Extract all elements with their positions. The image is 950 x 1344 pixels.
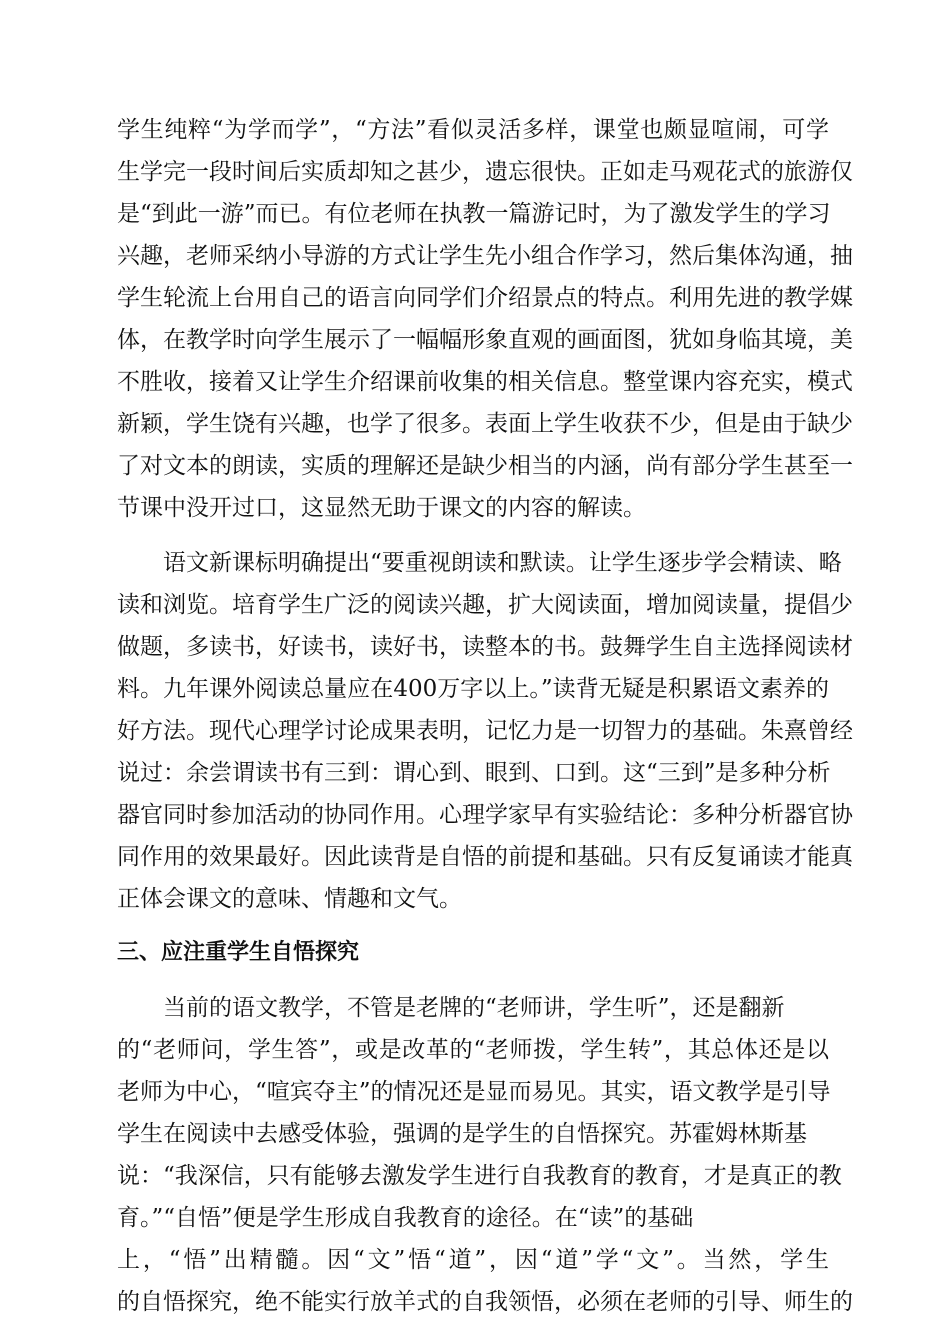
paragraph-2-line-9: 正体会课文的意味、情趣和文气。 — [117, 886, 462, 912]
paragraph-3-line-3: 老师为中心，“喧宾夺主”的情况还是显而易见。其实，语文教学是引导 — [117, 1079, 831, 1105]
paragraph-1-line-3: 是“到此一游”而已。有位老师在执教一篇游记时，为了激发学生的学习 — [117, 201, 831, 227]
paragraph-1-line-2: 生学完一段时间后实质却知之甚少，遗忘很快。正如走马观花式的旅游仅 — [117, 159, 853, 185]
paragraph-3-line-2: 的“老师问，学生答”，或是改革的“老师拨，学生转”，其总体还是以 — [117, 1037, 829, 1063]
paragraph-2-line-2: 读和浏览。培育学生广泛的阅读兴趣，扩大阅读面，增加阅读量，提倡少 — [117, 592, 853, 618]
paragraph-1-line-5: 学生轮流上台用自己的语言向同学们介绍景点的特点。利用先进的教学媒 — [117, 285, 853, 311]
paragraph-3-line-8: 的自悟探究，绝不能实行放羊式的自我领悟，必须在老师的引导、师生的 — [117, 1289, 853, 1315]
paragraph-2-line-7: 器官同时参加活动的协同作用。心理学家早有实验结论：多种分析器官协 — [117, 802, 853, 828]
paragraph-2-line-5: 好方法。现代心理学讨论成果表明，记忆力是一切智力的基础。朱熹曾经 — [117, 718, 853, 744]
paragraph-1-line-7: 不胜收，接着又让学生介绍课前收集的相关信息。整堂课内容充实，模式 — [117, 369, 853, 395]
paragraph-2-line-3: 做题，多读书，好读书，读好书，读整本的书。鼓舞学生自主选择阅读材 — [117, 634, 853, 660]
paragraph-3-line-4: 学生在阅读中去感受体验，强调的是学生的自悟探究。苏霍姆林斯基 — [117, 1121, 807, 1147]
paragraph-3-line-5: 说：“我深信，只有能够去激发学生进行自我教育的教育，才是真正的教 — [117, 1163, 842, 1189]
paragraph-3-line-6: 育。”“自悟”便是学生形成自我教育的途径。在“读”的基础 — [117, 1205, 694, 1231]
section-heading: 三、应注重学生自悟探究 — [117, 940, 360, 965]
paragraph-3-line-7: 上，“悟”出精髓。因“文”悟“道”，因“道”学“文”。当然，学生 — [117, 1247, 829, 1273]
paragraph-1-line-9: 了对文本的朗读，实质的理解还是缺少相当的内涵，尚有部分学生甚至一 — [117, 453, 853, 479]
paragraph-2-line-6: 说过：余尝谓读书有三到：谓心到、眼到、口到。这“三到”是多种分析 — [117, 760, 831, 786]
paragraph-1-line-6: 体，在教学时向学生展示了一幅幅形象直观的画面图，犹如身临其境，美 — [117, 327, 853, 353]
paragraph-2-line-8: 同作用的效果最好。因此读背是自悟的前提和基础。只有反复诵读才能真 — [117, 844, 853, 870]
paragraph-1-line-4: 兴趣，老师采纳小导游的方式让学生先小组合作学习，然后集体沟通，抽 — [117, 243, 853, 269]
paragraph-1-line-8: 新颖，学生饶有兴趣，也学了很多。表面上学生收获不少，但是由于缺少 — [117, 411, 853, 437]
paragraph-2-line-4: 料。九年课外阅读总量应在400万字以上。”读背无疑是积累语文素养的 — [117, 676, 829, 702]
paragraph-1-line-10: 节课中没开过口，这显然无助于课文的内容的解读。 — [117, 495, 646, 521]
paragraph-1-line-1: 学生纯粹“为学而学”，“方法”看似灵活多样，课堂也颇显喧闹，可学 — [117, 117, 829, 143]
paragraph-2-line-1: 语文新课标明确提出“要重视朗读和默读。让学生逐步学会精读、略 — [163, 550, 842, 576]
paragraph-3-line-1: 当前的语文教学，不管是老牌的“老师讲，学生听”，还是翻新 — [163, 995, 785, 1021]
